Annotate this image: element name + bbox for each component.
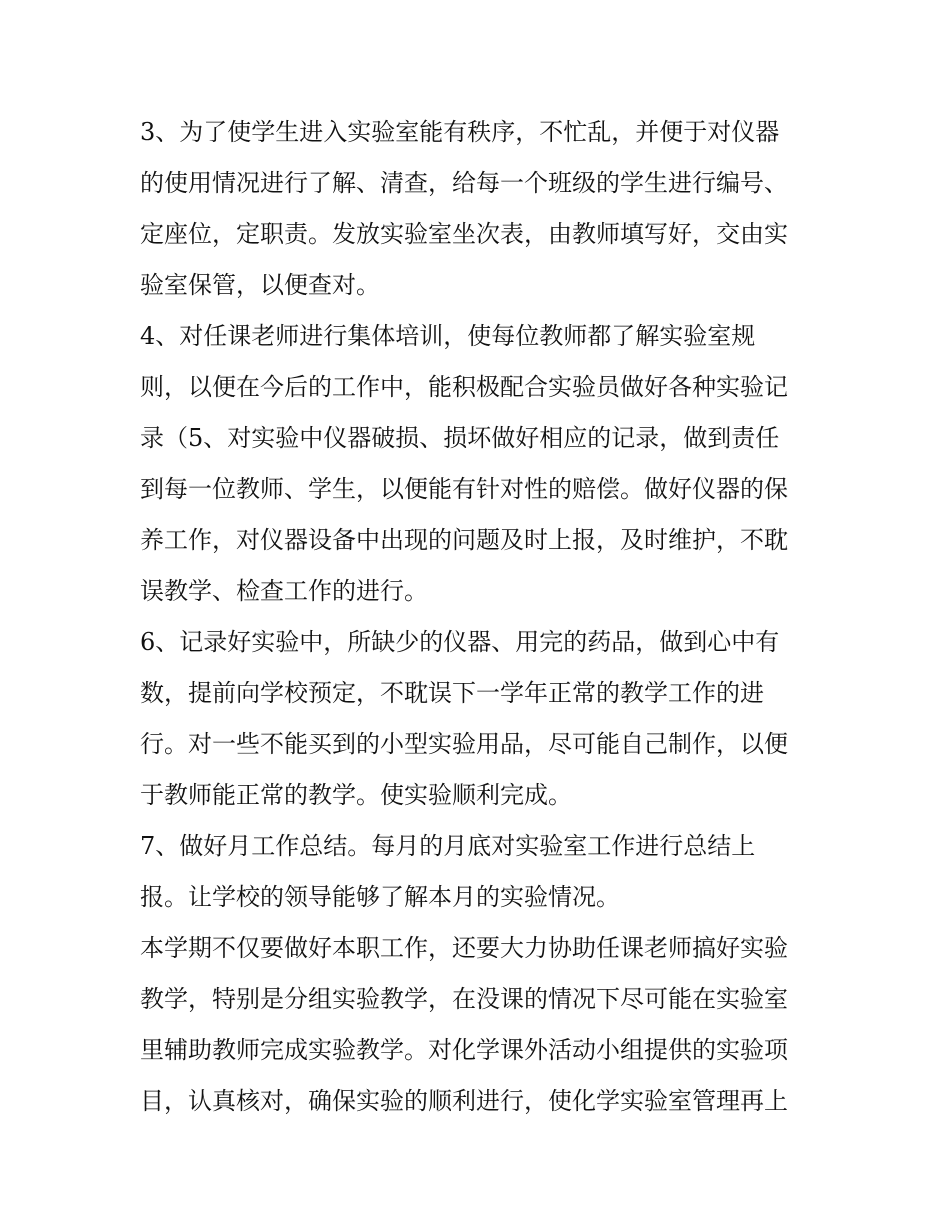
text-line-2: 的使用情况进行了解、清查，给每一个班级的学生进行编号、 bbox=[140, 169, 788, 197]
document-body bbox=[140, 107, 820, 1127]
text-line-15: 7、做好月工作总结。每月的月底对实验室工作进行总结上 bbox=[140, 832, 756, 860]
text-line-17: 本学期不仅要做好本职工作，还要大力协助任课老师搞好实验 bbox=[140, 934, 788, 962]
text-line-12: 数，提前向学校预定，不耽误下一学年正常的教学工作的进 bbox=[140, 679, 764, 707]
text-line-9: 养工作，对仪器设备中出现的问题及时上报，及时维护，不耽 bbox=[140, 526, 788, 554]
text-line-18: 教学，特别是分组实验教学，在没课的情况下尽可能在实验室 bbox=[140, 985, 788, 1013]
text-line-16: 报。让学校的领导能够了解本月的实验情况。 bbox=[140, 883, 620, 911]
text-line-14: 于教师能正常的教学。使实验顺利完成。 bbox=[140, 781, 572, 809]
text-line-1: 3、为了使学生进入实验室能有秩序，不忙乱，并便于对仪器 bbox=[140, 118, 780, 146]
text-line-7: 录（5、对实验中仪器破损、损坏做好相应的记录，做到责任 bbox=[140, 424, 780, 452]
text-line-19: 里辅助教师完成实验教学。对化学课外活动小组提供的实验项 bbox=[140, 1036, 788, 1064]
text-line-8: 到每一位教师、学生，以便能有针对性的赔偿。做好仪器的保 bbox=[140, 475, 788, 503]
text-line-6: 则，以便在今后的工作中，能积极配合实验员做好各种实验记 bbox=[140, 373, 788, 401]
text-line-20: 目，认真核对，确保实验的顺利进行，使化学实验室管理再上 bbox=[140, 1087, 788, 1115]
text-line-4: 验室保管，以便查对。 bbox=[140, 271, 380, 299]
text-line-10: 误教学、检查工作的进行。 bbox=[140, 577, 428, 605]
text-line-5: 4、对任课老师进行集体培训，使每位教师都了解实验室规 bbox=[140, 322, 756, 350]
text-line-13: 行。对一些不能买到的小型实验用品，尽可能自己制作，以便 bbox=[140, 730, 788, 758]
text-line-3: 定座位，定职责。发放实验室坐次表，由教师填写好，交由实 bbox=[140, 220, 788, 248]
text-line-11: 6、记录好实验中，所缺少的仪器、用完的药品，做到心中有 bbox=[140, 628, 780, 656]
